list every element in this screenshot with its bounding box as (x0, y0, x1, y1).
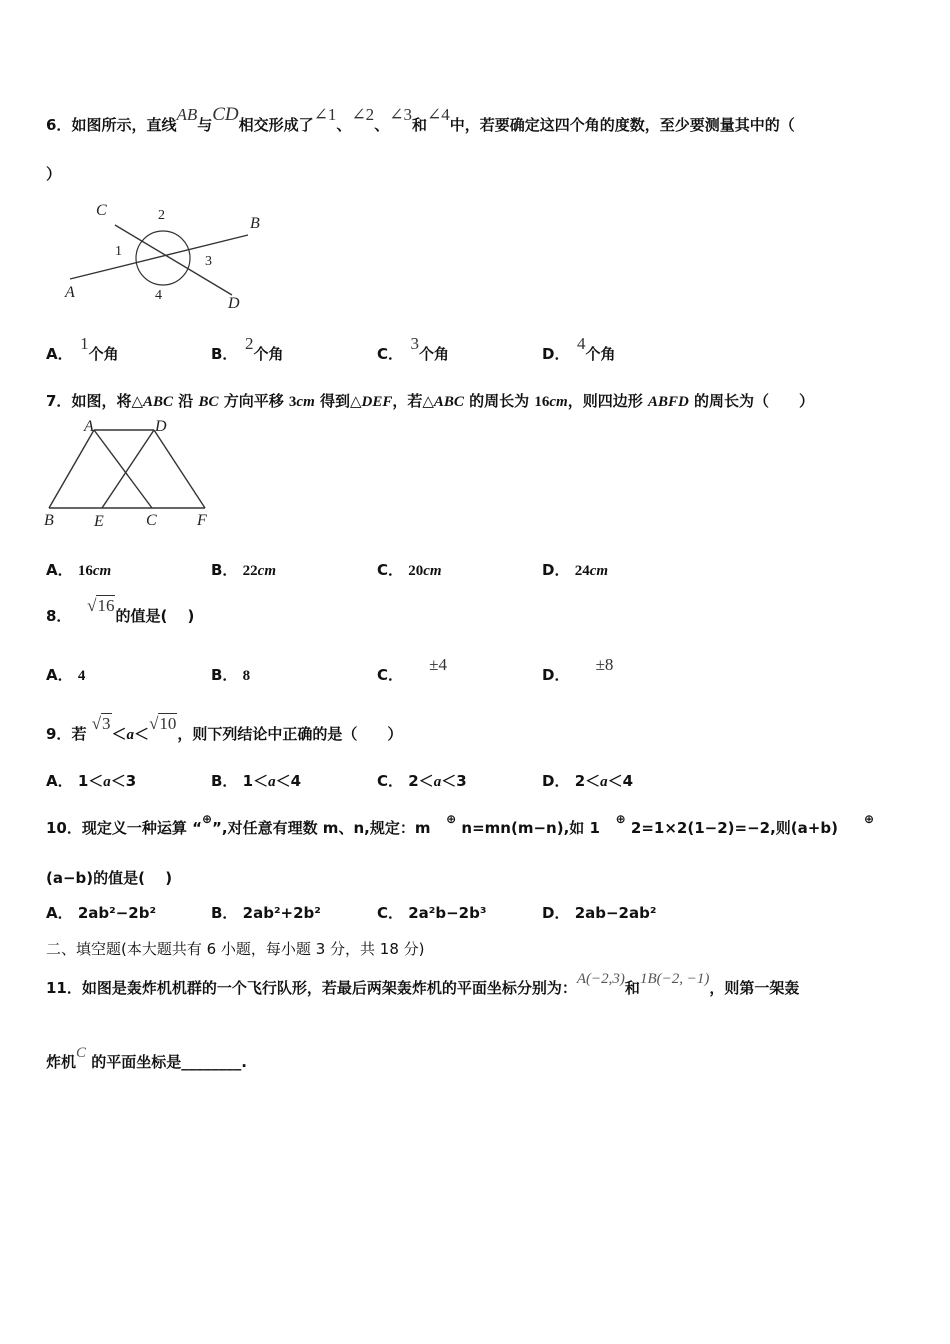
q7-var: ABC (433, 394, 464, 410)
option-unit: cm (423, 563, 442, 579)
option-num: 24 (574, 563, 590, 579)
angle-circle (136, 231, 190, 285)
q9-option-c[interactable] (377, 770, 467, 791)
q7-var: DEF (361, 394, 393, 410)
option-label: D． (542, 345, 562, 363)
q7-number: 7． (46, 392, 72, 410)
q7-text: ，则四边形 (567, 392, 648, 410)
q7-text: 的周长为 (463, 392, 535, 410)
option-text: ＜4 (607, 772, 634, 790)
section-title: 二、填空题(本大题共有 6 小题，每小题 3 分，共 18 分) (46, 940, 425, 958)
q7-text: 的周长为（ ） (688, 392, 815, 410)
q8-option-b[interactable] (211, 664, 250, 685)
q10-text: n=mn(m−n),如 1 (461, 819, 600, 837)
q7-text: 沿 (173, 392, 199, 410)
q9-option-a[interactable] (46, 770, 136, 791)
option-var: a (433, 774, 442, 790)
q9-radicand: 3 (102, 714, 111, 733)
q10-operator: ⊕ (446, 812, 457, 826)
q6-line-cd: CD (212, 104, 239, 125)
option-label: B． (211, 904, 238, 922)
q6-text: 相交形成了 (238, 116, 314, 134)
option-label: D． (542, 666, 570, 684)
q6-fig-label: C (96, 202, 107, 219)
side-ac (94, 430, 152, 508)
option-label: B． (211, 772, 238, 790)
q7-fig-label: A (84, 418, 94, 435)
q6-fig-label: 3 (205, 254, 212, 269)
q11-var-c: C (76, 1045, 87, 1061)
q9-line (46, 714, 403, 744)
line-ab (70, 235, 248, 279)
q9-radicand: 10 (159, 714, 177, 733)
q9-text: ＜ (134, 725, 150, 743)
q9-text: ＜ (111, 725, 127, 743)
option-value: ±4 (429, 655, 447, 674)
q7-var: ABFD (647, 394, 689, 410)
q9-var: a (126, 727, 135, 743)
option-num: 20 (408, 563, 424, 579)
option-num: 16 (77, 563, 93, 579)
option-label: D． (542, 772, 570, 790)
q6-option-c[interactable] (377, 334, 450, 364)
q10-text: 现定义一种运算 “ (81, 819, 202, 837)
side-ab (49, 430, 94, 508)
option-var: a (268, 774, 276, 790)
q6-text: 和 (411, 116, 427, 134)
q8-line (46, 596, 195, 626)
q7-text: 如图，将△ (71, 392, 143, 410)
option-label: A． (46, 561, 73, 579)
q6-fig-label: 2 (158, 208, 165, 223)
option-num: 22 (242, 563, 258, 579)
q7-var: BC (198, 394, 219, 410)
q11-line1 (46, 971, 800, 998)
option-label: B． (211, 666, 238, 684)
q10-option-c[interactable] (377, 902, 486, 923)
option-value: 4 (77, 668, 86, 684)
q10-text: 2=1×2(1−2)=−2,则(a+b) (630, 819, 838, 837)
option-text: 1＜ (242, 772, 269, 790)
q6-fig-label: B (250, 215, 260, 232)
q11-text: 炸机 (46, 1053, 77, 1071)
q8-text: 的值是( ) (115, 607, 195, 625)
q6-option-b[interactable] (211, 334, 284, 364)
q6-text: 与 (197, 116, 213, 134)
q10-operator: ⊕ (864, 812, 875, 826)
q7-fig-label: F (197, 512, 207, 529)
q6-sep: 、 (336, 116, 352, 134)
q7-fig-label: B (44, 512, 54, 529)
option-text: 2＜ (574, 772, 601, 790)
q10-line1 (46, 812, 875, 838)
q7-option-a[interactable] (46, 559, 111, 580)
q9-number: 9． (46, 725, 72, 743)
option-label: A． (46, 666, 73, 684)
option-unit: 个角 (419, 345, 450, 363)
option-value: 2ab²−2b² (77, 904, 157, 922)
option-label: D． (542, 904, 570, 922)
q6-sep: 、 (374, 116, 390, 134)
q10-option-d[interactable] (542, 902, 656, 923)
option-text: ＜4 (275, 772, 302, 790)
option-unit: 个角 (585, 345, 616, 363)
q11-coord-a: A(−2,3) (576, 971, 625, 987)
option-label: C． (377, 561, 404, 579)
q6-fig-label: 4 (155, 288, 162, 303)
q6-fig-label: D (228, 295, 240, 312)
q10-operator: ⊕ (615, 812, 626, 826)
option-label: C． (377, 904, 404, 922)
q10-line2: (a−b)的值是( ) (46, 869, 173, 887)
q8-sqrt: √16 (87, 596, 115, 615)
option-num: 2 (244, 334, 254, 353)
q7-text: 方向平移 (218, 392, 289, 410)
option-value: ±8 (595, 655, 614, 674)
option-unit: 个角 (88, 345, 119, 363)
q7-fig-label: D (155, 418, 167, 435)
q7-option-c[interactable] (377, 559, 442, 580)
option-text: ＜3 (441, 772, 467, 790)
q6-angle-4: ∠4 (426, 105, 450, 124)
q7-value: 16 (534, 394, 550, 410)
q8-option-c[interactable] (377, 655, 447, 685)
q7-unit: cm (549, 394, 568, 410)
option-label: C． (377, 345, 396, 363)
q7-option-b[interactable] (211, 559, 276, 580)
q8-radicand: 16 (97, 596, 115, 615)
q6-text: 如图所示，直线 (71, 116, 177, 134)
q7-value: 3 (288, 394, 297, 410)
q9-sqrt-10: √10 (149, 714, 177, 733)
q6-angle-2: ∠2 (351, 105, 375, 124)
option-label: B． (211, 561, 238, 579)
q6-text: 中，若要确定这四个角的度数，至少要测量其中的（ (449, 116, 795, 134)
option-num: 3 (410, 334, 420, 353)
option-unit: cm (92, 563, 112, 579)
q6-line-ab: AB (176, 105, 198, 124)
q7-fig-label: C (146, 512, 157, 529)
option-num: 4 (576, 334, 586, 353)
option-var: a (103, 774, 111, 790)
option-label: A． (46, 772, 73, 790)
q11-text: 如图是轰炸机机群的一个飞行队形，若最后两架轰炸机的平面坐标分别为： (81, 979, 577, 997)
q6-close-paren: ） (46, 165, 62, 183)
q10-option-a[interactable] (46, 902, 156, 923)
q9-option-d[interactable] (542, 770, 633, 791)
option-var: a (600, 774, 608, 790)
q6-intersecting-lines-figure (60, 195, 280, 315)
option-value: 2a²b−2b³ (408, 904, 487, 922)
option-value: 2ab²+2b² (242, 904, 321, 922)
option-label: C． (377, 666, 404, 684)
q11-text: 和 (624, 979, 640, 997)
q11-text: ，则第一架轰 (709, 979, 800, 997)
q10-number: 10． (46, 819, 82, 837)
q7-text: ，若△ (392, 392, 434, 410)
q6-angle-1: ∠1 (313, 105, 337, 124)
q7-option-d[interactable] (542, 559, 608, 580)
option-unit: cm (257, 563, 276, 579)
q10-text: ”,对任意有理数 m、n,规定：m (212, 819, 431, 837)
line-cd (115, 225, 232, 295)
option-label: A． (46, 345, 66, 363)
option-label: C． (377, 772, 404, 790)
q9-sqrt-3: √3 (91, 714, 111, 733)
q6-angle-3: ∠3 (389, 105, 412, 124)
option-label: B． (211, 345, 230, 363)
q6-option-a[interactable] (46, 334, 119, 364)
q9-text: 若 (71, 725, 87, 743)
q11-number: 11． (46, 979, 82, 997)
option-text: ＜3 (110, 772, 137, 790)
q6-fig-label: 1 (115, 244, 122, 259)
q10-operator: ⊕ (201, 812, 213, 826)
option-label: D． (542, 561, 570, 579)
option-unit: cm (589, 563, 609, 579)
q7-fig-label: E (94, 513, 104, 530)
option-text: 1＜ (77, 772, 104, 790)
q9-option-b[interactable] (211, 770, 301, 791)
q11-coord-b: 1B(−2, −1) (639, 971, 710, 987)
q9-text: ，则下列结论中正确的是（ ） (177, 725, 403, 743)
q11-line2 (46, 1045, 247, 1072)
option-unit: 个角 (253, 345, 284, 363)
option-text: 2＜ (408, 772, 434, 790)
option-num: 1 (80, 334, 89, 353)
q6-number: 6． (46, 116, 72, 134)
option-label: A． (46, 904, 73, 922)
q7-line1 (46, 390, 814, 411)
q6-option-d[interactable] (542, 334, 616, 364)
q7-translation-figure (40, 418, 220, 533)
q8-number: 8． (46, 607, 72, 625)
q11-text: 的平面坐标是________. (91, 1053, 247, 1071)
option-value: 2ab−2ab² (574, 904, 657, 922)
q7-text: 得到△ (314, 392, 362, 410)
q8-option-d[interactable] (542, 655, 614, 685)
q10-option-b[interactable] (211, 902, 321, 923)
side-de (102, 430, 154, 508)
q6-fig-label: A (65, 284, 75, 301)
option-value: 8 (242, 668, 251, 684)
q7-unit: cm (296, 394, 315, 410)
q8-option-a[interactable] (46, 664, 85, 685)
q7-var: ABC (142, 394, 173, 410)
q6-line1 (46, 104, 795, 136)
side-df (154, 430, 205, 508)
